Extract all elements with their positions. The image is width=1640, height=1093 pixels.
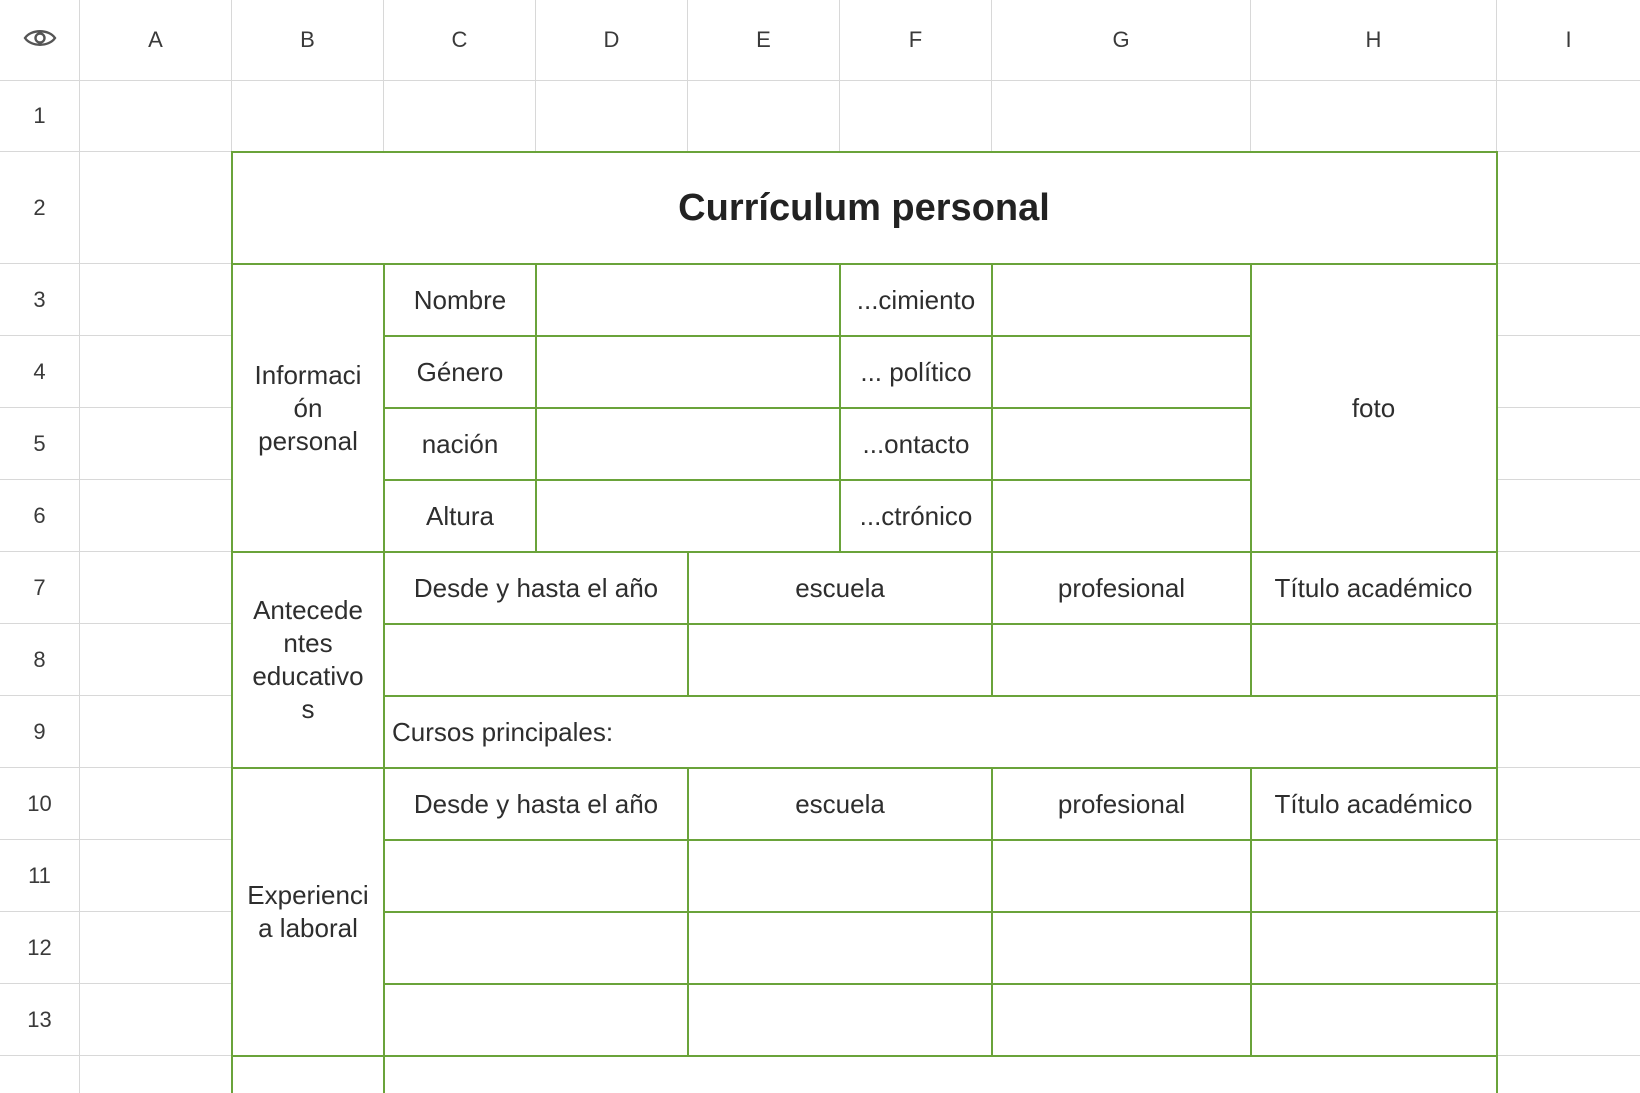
border-h [383, 839, 1498, 841]
personal-section-label[interactable]: Informaci ón personal [254, 359, 362, 456]
border-h [383, 695, 1498, 697]
work-row-cell[interactable] [1251, 984, 1496, 1056]
border-h [231, 263, 1498, 265]
email-value-cell[interactable] [992, 480, 1251, 552]
gridline-h-header [0, 80, 1640, 81]
gridline-v-h [1250, 0, 1251, 152]
birth-value-cell[interactable] [992, 264, 1251, 336]
work-row-cell[interactable] [384, 912, 688, 984]
resume-title[interactable]: Currículum personal [678, 186, 1050, 229]
border-v [535, 263, 537, 553]
work-degree-header[interactable]: Título académico [1274, 788, 1473, 819]
work-row-cell[interactable] [384, 840, 688, 912]
row-header-11[interactable]: 11 [28, 862, 51, 888]
row-header-2[interactable]: 2 [33, 194, 46, 220]
name-value-cell[interactable] [536, 264, 840, 336]
photo-cell[interactable]: foto [1351, 392, 1396, 423]
border-v [687, 767, 689, 1057]
border-h [231, 551, 1498, 553]
border-v [991, 767, 993, 1057]
border-h [231, 767, 1498, 769]
border-outer-right [1496, 151, 1498, 1093]
border-v [687, 551, 689, 697]
row-header-7[interactable]: 7 [33, 574, 46, 600]
row-header-6[interactable]: 6 [33, 502, 46, 528]
political-label[interactable]: ... político [860, 356, 972, 387]
border-v [839, 263, 841, 553]
border-v [1250, 263, 1252, 553]
border-outer-top [231, 151, 1498, 153]
email-label[interactable]: ...ctrónico [859, 500, 973, 531]
column-header-f[interactable]: F [908, 27, 923, 52]
gridline-v-a [79, 0, 80, 1093]
education-row-cell[interactable] [992, 624, 1251, 696]
row-header-12[interactable]: 12 [27, 934, 52, 960]
work-years-header[interactable]: Desde y hasta el año [413, 788, 659, 819]
row-header-5[interactable]: 5 [33, 430, 46, 456]
birth-label[interactable]: ...cimiento [856, 284, 976, 315]
border-outer-left [231, 151, 233, 1093]
border-v [991, 263, 993, 553]
gender-value-cell[interactable] [536, 336, 840, 408]
border-h [383, 911, 1498, 913]
row-header-10[interactable]: 10 [27, 790, 52, 816]
education-profession-header[interactable]: profesional [1057, 572, 1186, 603]
border-h [383, 479, 1252, 481]
column-header-h[interactable]: H [1365, 27, 1382, 52]
height-value-cell[interactable] [536, 480, 840, 552]
work-row-cell[interactable] [992, 840, 1251, 912]
row-header-8[interactable]: 8 [33, 646, 46, 672]
border-v [383, 263, 385, 1093]
border-h [383, 407, 1252, 409]
work-row-cell[interactable] [992, 984, 1251, 1056]
column-header-g[interactable]: G [1112, 27, 1130, 52]
row-header-9[interactable]: 9 [33, 718, 46, 744]
education-school-header[interactable]: escuela [795, 572, 885, 603]
contact-label[interactable]: ...ontacto [862, 428, 970, 459]
work-school-header[interactable]: escuela [795, 788, 885, 819]
column-header-d[interactable]: D [603, 27, 620, 52]
education-row-cell[interactable] [688, 624, 992, 696]
border-h [383, 335, 1252, 337]
gridline-v-d [535, 0, 536, 152]
work-section-label[interactable]: Experienci a laboral [247, 880, 369, 943]
border-v [1250, 551, 1252, 697]
column-header-b[interactable]: B [300, 27, 315, 52]
column-header-e[interactable]: E [756, 27, 771, 52]
work-row-cell[interactable] [1251, 840, 1496, 912]
gridline-v-e [687, 0, 688, 152]
column-header-i[interactable]: I [1565, 27, 1572, 52]
work-row-cell[interactable] [992, 912, 1251, 984]
work-row-cell[interactable] [688, 984, 992, 1056]
contact-value-cell[interactable] [992, 408, 1251, 480]
courses-label[interactable]: Cursos principales: [392, 716, 614, 747]
work-row-cell[interactable] [384, 984, 688, 1056]
education-section-label[interactable]: Antecede ntes educativo s [252, 595, 364, 724]
work-row-cell[interactable] [688, 840, 992, 912]
border-h [383, 623, 1498, 625]
border-h [231, 1055, 1498, 1057]
gridline-v-g [991, 0, 992, 152]
nation-label[interactable]: nación [421, 428, 499, 459]
border-h [383, 983, 1498, 985]
political-value-cell[interactable] [992, 336, 1251, 408]
border-v [1250, 767, 1252, 1057]
name-label[interactable]: Nombre [413, 284, 507, 315]
row-header-4[interactable]: 4 [33, 358, 46, 384]
row-header-3[interactable]: 3 [33, 286, 46, 312]
row-header-1[interactable]: 1 [33, 103, 46, 128]
education-years-header[interactable]: Desde y hasta el año [413, 572, 659, 603]
work-row-cell[interactable] [1251, 912, 1496, 984]
education-row-cell[interactable] [1251, 624, 1496, 696]
gridline-v-f [839, 0, 840, 152]
work-row-cell[interactable] [688, 912, 992, 984]
height-label[interactable]: Altura [426, 500, 494, 531]
gender-label[interactable]: Género [416, 356, 504, 387]
border-v [991, 551, 993, 697]
row-header-13[interactable]: 13 [27, 1006, 52, 1032]
eye-icon[interactable] [22, 26, 58, 50]
column-header-a[interactable]: A [148, 27, 163, 52]
education-degree-header[interactable]: Título académico [1274, 572, 1473, 603]
work-profession-header[interactable]: profesional [1057, 788, 1186, 819]
column-header-c[interactable]: C [451, 27, 468, 52]
education-row-cell[interactable] [384, 624, 688, 696]
nation-value-cell[interactable] [536, 408, 840, 480]
gridline-v-c [383, 0, 384, 152]
